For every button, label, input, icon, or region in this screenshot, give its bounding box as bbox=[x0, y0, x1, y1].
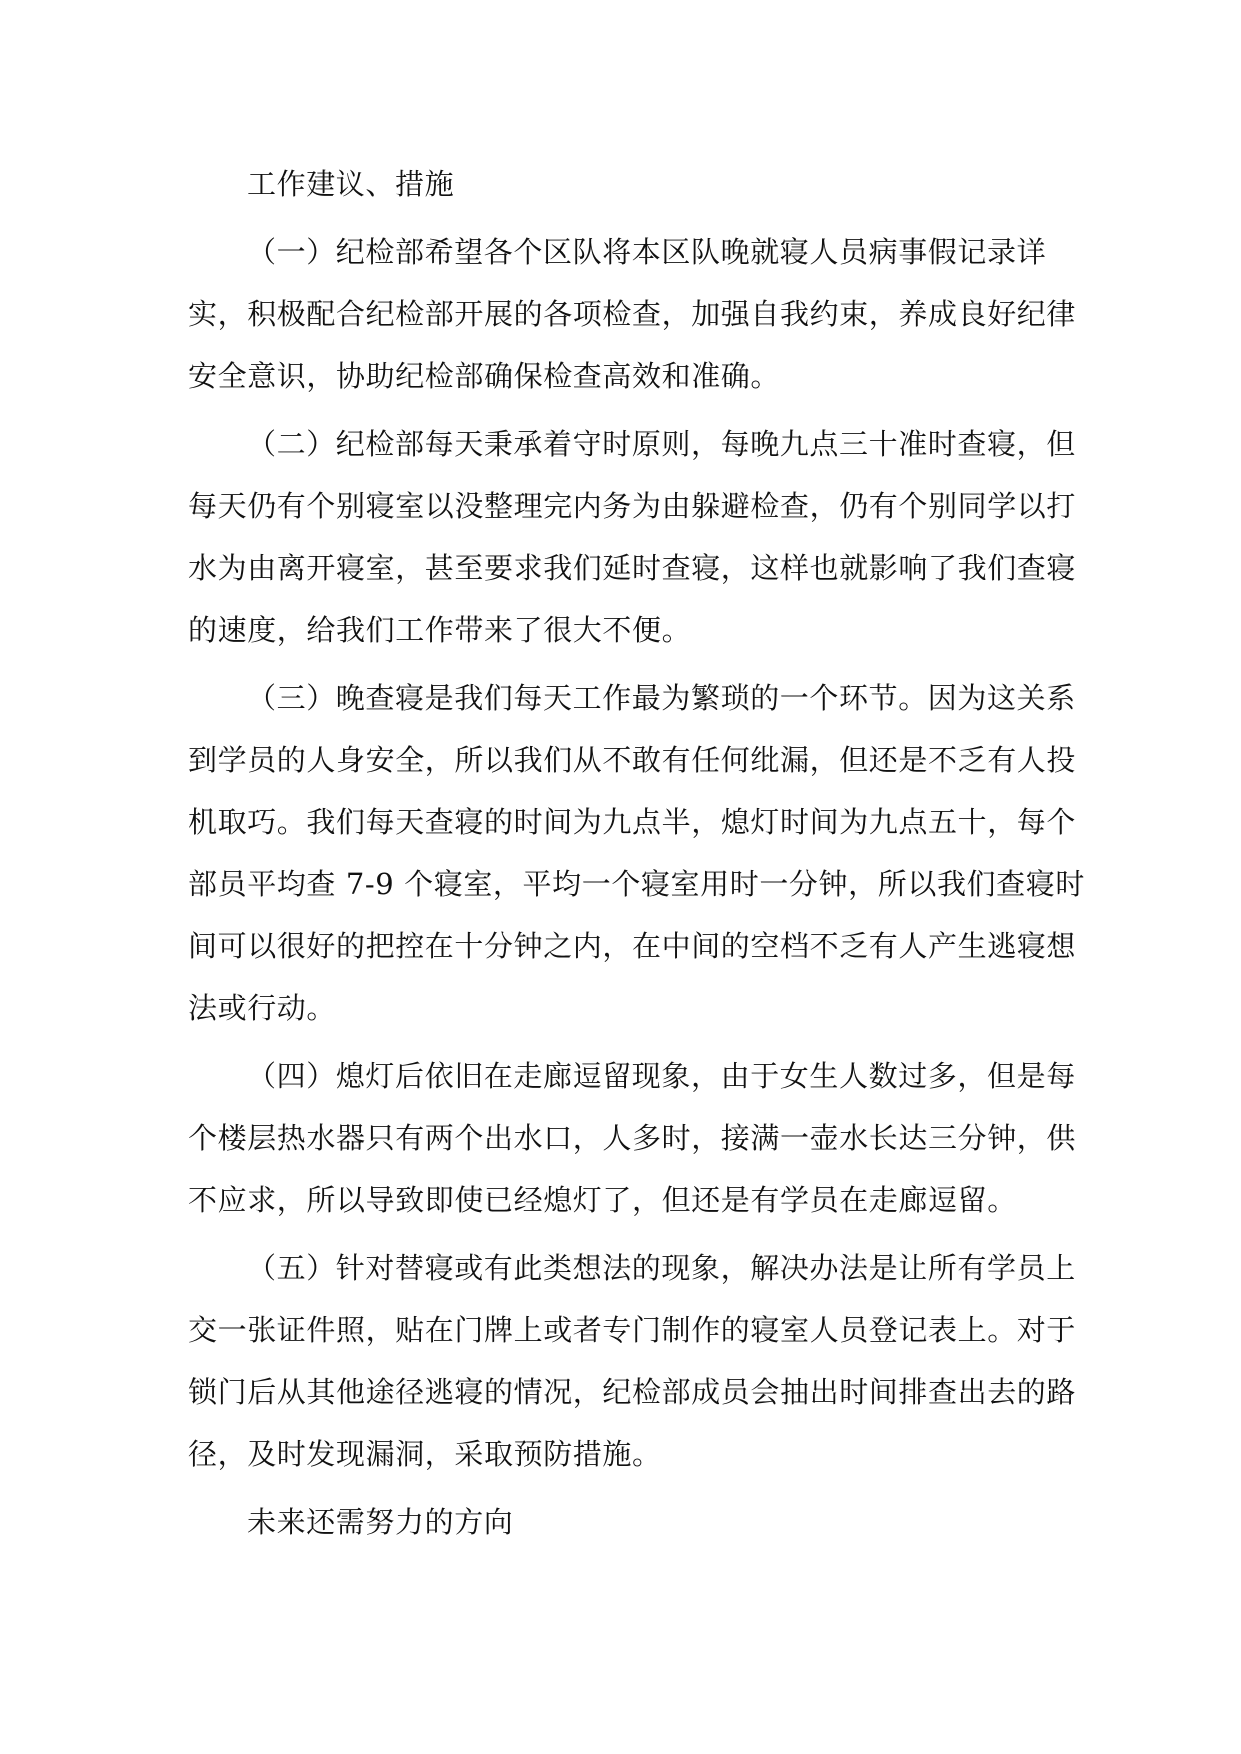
paragraph-line: 到学员的人身安全，所以我们从不敢有任何纰漏，但还是不乏有人投 bbox=[188, 743, 1077, 777]
section-heading: 未来还需努力的方向 bbox=[247, 1505, 514, 1539]
paragraph-line: 不应求，所以导致即使已经熄灯了，但还是有学员在走廊逗留。 bbox=[188, 1183, 1017, 1217]
paragraph-line: 个楼层热水器只有两个出水口，人多时，接满一壶水长达三分钟，供 bbox=[188, 1121, 1077, 1155]
paragraph-line: 锁门后从其他途径逃寝的情况，纪检部成员会抽出时间排查出去的路 bbox=[188, 1375, 1077, 1409]
paragraph-line: 间可以很好的把控在十分钟之内，在中间的空档不乏有人产生逃寝想 bbox=[188, 929, 1077, 963]
paragraph-line: （二）纪检部每天秉承着守时原则，每晚九点三十准时查寝，但 bbox=[247, 427, 1076, 461]
paragraph-line: 机取巧。我们每天查寝的时间为九点半，熄灯时间为九点五十，每个 bbox=[188, 805, 1077, 839]
paragraph-line: 每天仍有个别寝室以没整理完内务为由躲避检查，仍有个别同学以打 bbox=[188, 489, 1077, 523]
paragraph-line: （四）熄灯后依旧在走廊逗留现象，由于女生人数过多，但是每 bbox=[247, 1059, 1076, 1093]
paragraph-line: 部员平均查 7-9 个寝室，平均一个寝室用时一分钟，所以我们查寝时 bbox=[188, 867, 1085, 901]
paragraph-line: （三）晚查寝是我们每天工作最为繁琐的一个环节。因为这关系 bbox=[247, 681, 1076, 715]
paragraph-line: 安全意识，协助纪检部确保检查高效和准确。 bbox=[188, 359, 781, 393]
paragraph-line: 法或行动。 bbox=[188, 991, 337, 1025]
paragraph-line: 径，及时发现漏洞，采取预防措施。 bbox=[188, 1437, 662, 1471]
paragraph-line: （一）纪检部希望各个区队将本区队晚就寝人员病事假记录详 bbox=[247, 235, 1047, 269]
paragraph-line: 实，积极配合纪检部开展的各项检查，加强自我约束，养成良好纪律 bbox=[188, 297, 1077, 331]
paragraph-line: 的速度，给我们工作带来了很大不便。 bbox=[188, 613, 692, 647]
section-heading: 工作建议、措施 bbox=[247, 167, 455, 201]
paragraph-line: 水为由离开寝室，甚至要求我们延时查寝，这样也就影响了我们查寝 bbox=[188, 551, 1077, 585]
paragraph-line: 交一张证件照，贴在门牌上或者专门制作的寝室人员登记表上。对于 bbox=[188, 1313, 1077, 1347]
paragraph-line: （五）针对替寝或有此类想法的现象，解决办法是让所有学员上 bbox=[247, 1251, 1076, 1285]
